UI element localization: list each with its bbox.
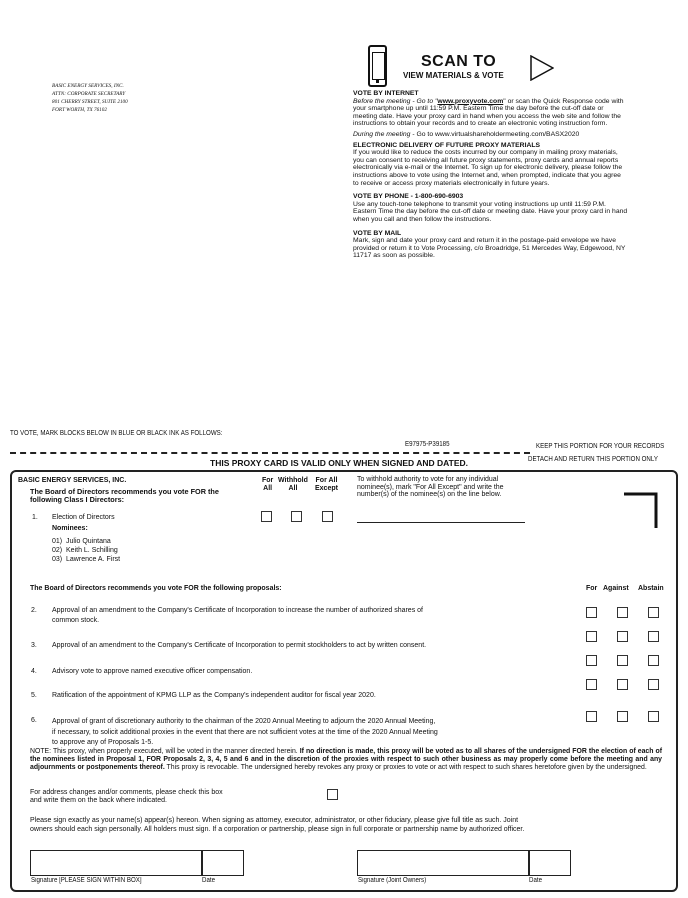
detach-portion-label: DETACH AND RETURN THIS PORTION ONLY: [528, 456, 658, 463]
proposal-4-for-checkbox[interactable]: [586, 655, 597, 666]
proposal-4-against-checkbox[interactable]: [617, 655, 628, 666]
address-line: 801 CHERRY STREET, SUITE 2100: [52, 99, 128, 105]
voting-instructions: [353, 90, 628, 263]
proposal-2-abstain-checkbox[interactable]: [648, 607, 659, 618]
nominee: 02) Keith L. Schilling: [52, 547, 118, 554]
proposal-6-for-checkbox[interactable]: [586, 711, 597, 722]
proposal-4-abstain-checkbox[interactable]: [648, 655, 659, 666]
proposal-5-for-checkbox[interactable]: [586, 679, 597, 690]
joint-date-label: Date: [529, 877, 543, 884]
proposal-5-abstain-checkbox[interactable]: [648, 679, 659, 690]
nominees-label: Nominees:: [52, 525, 88, 532]
col-against: Against: [603, 585, 629, 592]
joint-signature-box[interactable]: [357, 850, 530, 876]
proposal-5-text: Ratification of the appointment of KPMG LLP as the Company's independent auditor for fiscal year 2020.: [52, 692, 376, 699]
col-for: For: [586, 585, 598, 592]
col-withhold-all: Withhold All: [278, 477, 308, 492]
scan-title: SCAN TO: [421, 53, 497, 70]
proposal-6-abstain-checkbox[interactable]: [648, 711, 659, 722]
control-code: E97975-P39185: [405, 441, 450, 448]
joint-signature-label: Signature (Joint Owners): [358, 877, 427, 884]
proposal-4: 4.: [31, 668, 37, 675]
election-label: Election of Directors: [52, 514, 115, 521]
internet-during-label: During the meeting: [353, 130, 411, 138]
proposal-6: 6.: [31, 717, 37, 724]
phone-text: Use any touch-tone telephone to transmit your voting instructions up until 11:59 P.M. Eastern Time the day before the cut-off date or meeting date. Have your proxy card in hand when you call and then follow the instructions.: [353, 200, 628, 223]
proposal-2-for-checkbox[interactable]: [586, 607, 597, 618]
proposal-6-text: Approval of grant of discretionary authority to the chairman of the 2020 Annual Meeting to adjourn the 2020 Annual Meeting, if necessary, to solicit additional proxies in the event that there are not sufficient votes at the time of the 2020 Annual Meeting to approve any of Proposals 1-5.: [52, 718, 438, 746]
company-name: BASIC ENERGY SERVICES, INC.: [18, 477, 127, 484]
col-for-all-except: For All Except: [315, 477, 338, 492]
proposal-3-abstain-checkbox[interactable]: [648, 631, 659, 642]
mail-heading: VOTE BY MAIL: [353, 229, 402, 237]
col-abstain: Abstain: [638, 585, 664, 592]
address-line: BASIC ENERGY SERVICES, INC.: [52, 83, 124, 89]
proposal-2-against-checkbox[interactable]: [617, 607, 628, 618]
joint-date-box[interactable]: [528, 850, 571, 876]
smartphone-icon: [368, 45, 387, 87]
mark-instruction: TO VOTE, MARK BLOCKS BELOW IN BLUE OR BLACK INK AS FOLLOWS:: [10, 430, 223, 437]
corner-mark: [624, 492, 658, 528]
detach-line: [10, 452, 530, 454]
col-for-all: For All: [262, 477, 274, 492]
withhold-all-checkbox[interactable]: [291, 511, 302, 522]
for-all-except-checkbox[interactable]: [322, 511, 333, 522]
keep-portion-label: KEEP THIS PORTION FOR YOUR RECORDS: [536, 443, 665, 450]
proposal-6-against-checkbox[interactable]: [617, 711, 628, 722]
directors-recommendation: The Board of Directors recommends you vote FOR the following Class I Directors:: [30, 487, 219, 504]
proposal-5-against-checkbox[interactable]: [617, 679, 628, 690]
proposal-3: 3.: [31, 642, 37, 649]
proposal-4-text: Advisory vote to approve named executive officer compensation.: [52, 668, 253, 675]
nominee-exception-line[interactable]: [357, 522, 525, 523]
item-number: 1.: [32, 514, 38, 521]
proposal-3-text: Approval of an amendment to the Company's Certificate of Incorporation to permit stockholders to act by written consent.: [52, 642, 427, 649]
date-box[interactable]: [201, 850, 244, 876]
address-change-checkbox[interactable]: [327, 789, 338, 800]
proposal-3-against-checkbox[interactable]: [617, 631, 628, 642]
internet-before-text: " or scan the Quick Response code with your smartphone up until 11:59 P.M. Eastern Time the day before the cut-off date or meeting date. Have your proxy card in hand when you access the web site and follow the instructions to obtain your records and to create an electronic voting instruction form.: [353, 97, 624, 128]
proxyvote-link[interactable]: www.proxyvote.com: [437, 97, 504, 105]
play-triangle-icon: [530, 55, 554, 81]
proposal-2-text: Approval of an amendment to the Company's Certificate of Incorporation to increase the number of authorized shares of common stock.: [52, 607, 423, 624]
mail-text: Mark, sign and date your proxy card and return it in the postage-paid envelope we have provided or return it to Vote Processing, c/o Broadridge, 51 Mercedes Way, Edgewood, NY 11717 as soon as possible.: [353, 237, 626, 260]
phone-heading: VOTE BY PHONE - 1-800-690-6903: [353, 193, 464, 201]
signature-label: Signature [PLEASE SIGN WITHIN BOX]: [31, 877, 142, 884]
withhold-note: To withhold authority to vote for any individual nominee(s), mark "For All Except" and write the number(s) of the nominee(s) on the line below.: [357, 476, 504, 498]
for-all-checkbox[interactable]: [261, 511, 272, 522]
proposal-3-for-checkbox[interactable]: [586, 631, 597, 642]
address-change-text: For address changes and/or comments, please check this box and write them on the back where indicated.: [30, 789, 223, 804]
scan-subtitle: VIEW MATERIALS & VOTE: [403, 71, 504, 80]
nominee: 01) Julio Quintana: [52, 538, 111, 545]
internet-during-text: - Go to www.virtualshareholdermeeting.com/BASX2020: [410, 130, 580, 138]
valid-notice: THIS PROXY CARD IS VALID ONLY WHEN SIGNED AND DATED.: [210, 458, 469, 468]
address-line: FORT WORTH, TX 76102: [52, 107, 107, 113]
date-label: Date: [202, 877, 216, 884]
sign-instructions: Please sign exactly as your name(s) appear(s) hereon. When signing as attorney, executor, administrator, or other fiduciary, please give full title as such. Joint owners should each sign personally. All holders must sign. If a corporation or partnership, please sign in full corporate or partnership name by authorized officer.: [30, 817, 525, 833]
proposal-5: 5.: [31, 692, 37, 699]
proposal-2: 2.: [31, 607, 37, 614]
edelivery-text: If you would like to reduce the costs incurred by our company in mailing proxy materials, you can consent to receiving all future proxy statements, proxy cards and annual reports electronically via e-mail or the Internet. To sign up for electronic delivery, please follow the instructions above to vote using the Internet and, when prompted, indicate that you agree to receive or access proxy materials electronically in future years.: [353, 149, 623, 187]
address-line: ATTN: CORPORATE SECRETARY: [52, 91, 126, 97]
return-address: [52, 82, 128, 114]
nominee: 03) Lawrence A. First: [52, 556, 121, 563]
nominee-list: [52, 537, 120, 564]
proxy-note: NOTE: This proxy, when properly executed, will be voted in the manner directed herein. If no direction is made, this proxy will be voted as to all shares of the undersigned FOR the election of each of the nominees listed in Proposal 1, FOR Proposals 2, 3, 4, 5 and 6 and in the discretion of the proxies with respect to such other business as may properly come before the meeting and any adjournments or postponements thereof. This proxy is revocable. The undersigned hereby revokes any proxy or proxies to vote or act with respect to such shares heretofore given by the undersigned.: [30, 748, 662, 771]
internet-before-label: Before the meeting - Go to ": [353, 97, 438, 105]
signature-box[interactable]: [30, 850, 203, 876]
proposals-recommendation: The Board of Directors recommends you vote FOR the following proposals:: [30, 585, 282, 592]
internet-heading: VOTE BY INTERNET: [353, 90, 419, 97]
edelivery-heading: ELECTRONIC DELIVERY OF FUTURE PROXY MATERIALS: [353, 141, 541, 149]
